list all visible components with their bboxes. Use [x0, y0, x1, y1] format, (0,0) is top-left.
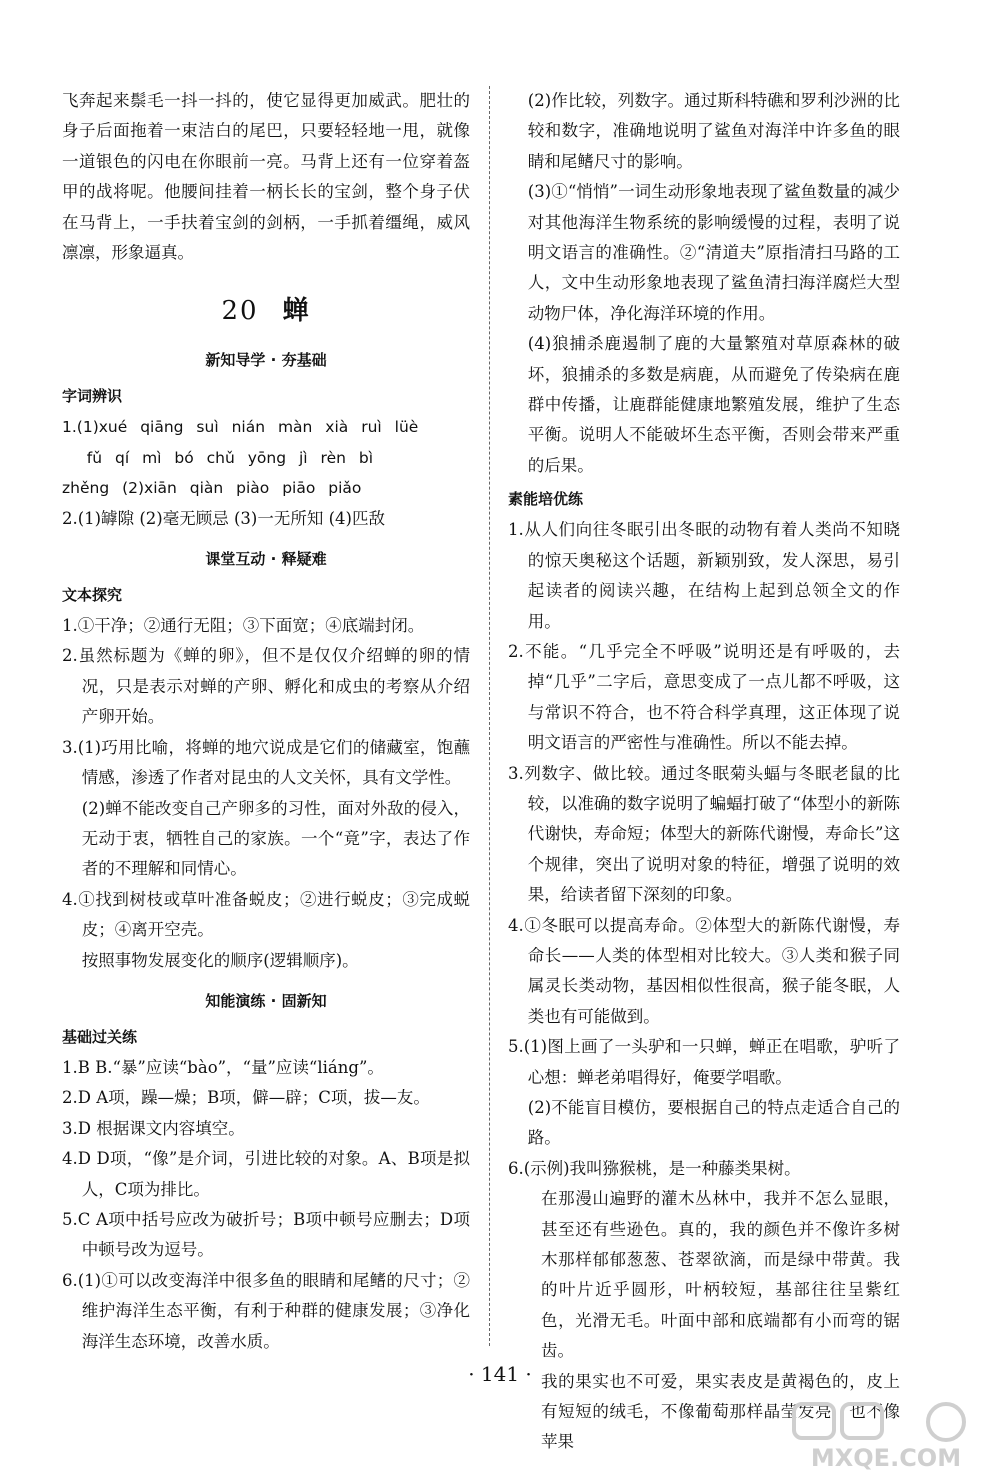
advanced-answer-5a: 5.(1)图上画了一头驴和一只蝉，蝉正在唱歌，驴听了心想：蝉老弟唱得好，俺要学唱歌。: [508, 1037, 900, 1087]
inquiry-answer-3b: (2)蝉不能改变自己产卵多的习性，面对外敌的侵入，无动于衷，牺牲自己的家族。一个“竟”字，表达了作者的不理解和同情心。: [81, 798, 470, 879]
vocab-answer-2: 2.(1)罅隙 (2)毫无顾忌 (3)一无所知 (4)匹敌: [62, 508, 385, 528]
advanced-answer-2: 2.不能。“几乎完全不呼吸”说明还是有呼吸的，去掉“几乎”二字后，意思变成了一点儿都不呼吸，这与常识不符合，也不符合科学真理，这正体现了说明文语言的严密性与准确性。所以不能去掉。: [508, 641, 900, 753]
pinyin-line-2: fǔ qí mì bó chǔ yōng jì rèn bì: [86, 448, 374, 467]
sample-essay-para-2: 我的果实也不可爱，果实表皮是黄褐色的，皮上有短短的绒毛，不像葡萄那样晶莹发亮，也不像苹果: [541, 1371, 900, 1452]
inquiry-answer-2: 2.虽然标题为《蝉的卵》，但不是仅仅介绍蝉的卵的情况，只是表示对蝉的产卵、孵化和成虫的考察从介绍产卵开始。: [62, 646, 470, 727]
inquiry-answer-3a: 3.(1)巧用比喻，将蝉的地穴说成是它们的储藏室，饱蘸情感，渗透了作者对昆虫的人文关怀，具有文学性。: [62, 737, 470, 788]
subheading-advanced: 素能培优练: [508, 490, 584, 509]
basic-answer-4: 4.D D项，“像”是介词，引进比较的对象。A、B项是拟人，C项为排比。: [62, 1149, 470, 1199]
answer-6-2: (2)作比较，列数字。通过斯科特礁和罗利沙洲的比较和数字，准确地说明了鲨鱼对海洋中许多鱼的眼睛和尾鳍尺寸的影响。: [527, 91, 900, 171]
basic-answer-2: 2.D A项，躁—燥；B项，僻—辟；C项，拔—友。: [62, 1088, 430, 1108]
page-number: · 141 ·: [468, 1362, 532, 1386]
basic-answer-6: 6.(1)①可以改变海洋中很多鱼的眼睛和尾鳍的尺寸；②维护海洋生态平衡，有利于种群的健康发展；③净化海洋生态环境，改善水质。: [62, 1270, 470, 1351]
inquiry-answer-1: 1.①干净；②通行无阻；③下面宽；④底端封闭。: [62, 616, 425, 636]
basic-answer-1: 1.B B.“暴”应读“bào”，“量”应读“liáng”。: [62, 1057, 384, 1077]
lesson-number: 20: [221, 296, 259, 327]
basic-answer-5: 5.C A项中括号应改为破折号；B项中顿号应删去；D项中顿号改为逗号。: [62, 1209, 470, 1260]
advanced-answer-4: 4.①冬眠可以提高寿命。②体型大的新陈代谢慢，寿命长——人类的体型相对比较大。③人类和猴子同属灵长类动物，基因相似性很高，猴子能冬眠，人类也有可能做到。: [508, 915, 900, 1026]
answer-stamp-logo-icon: [786, 1400, 986, 1474]
inquiry-answer-4a: 4.①找到树枝或草叶准备蜕皮；②进行蜕皮；③完成蜕皮；④离开空壳。: [62, 889, 470, 940]
left-column: [62, 86, 470, 1357]
pinyin-line-1: 1.(1)xué qiāng suì nián màn xià ruì lüè: [62, 418, 419, 437]
right-column: [508, 86, 900, 1458]
pinyin-line-3: zhěng (2)xiān qiàn piào piāo piǎo: [62, 479, 362, 498]
answer-6-3: (3)①“悄悄”一词生动形象地表现了鲨鱼数量的减少对其他海洋生物系统的影响缓慢的过程，表明了说明文语言的准确性。②“清道夫”原指清扫马路的工人，文中生动形象地表现了鲨鱼清扫海洋腐烂大型动物尸体，净化海洋环境的作用。: [527, 182, 900, 323]
watermark-text: MXQE.COM: [810, 1444, 962, 1472]
sample-essay-para-1: 在那漫山遍野的灌木丛林中，我并不怎么显眼，甚至还有些逊色。真的，我的颜色并不像许多树木那样郁郁葱葱、苍翠欲滴，而是绿中带黄。我的叶片近乎圆形，叶柄较短，基部往往呈紫红色，光滑无毛。叶面中部和底端都有小而弯的锯齿。: [541, 1189, 900, 1361]
section-heading-3: 知能演练 · 固新知: [205, 991, 327, 1010]
subheading-basic: 基础过关练: [62, 1027, 138, 1046]
lesson-title: [62, 290, 470, 327]
advanced-answer-6: 6.(示例)我叫猕猴桃，是一种藤类果树。: [508, 1158, 801, 1178]
subheading-vocab: 字词辨识: [62, 387, 123, 406]
advanced-answer-3: 3.列数字、做比较。通过冬眠菊头蝠与冬眠老鼠的比较，以准确的数字说明了蝙蝠打破了“体型小的新陈代谢快，寿命短；体型大的新陈代谢慢，寿命长”这个规律，突出了说明对象的特征，增强了说明的效果，给读者留下深刻的印象。: [508, 763, 900, 905]
advanced-answer-5b: (2)不能盲目模仿，要根据自己的特点走适合自己的路。: [527, 1098, 900, 1148]
inquiry-answer-4b: 按照事物发展变化的顺序(逻辑顺序)。: [81, 950, 359, 970]
continued-text: 飞奔起来鬃毛一抖一抖的，使它显得更加威武。肥壮的身子后面拖着一束洁白的尾巴，只要轻轻地一甩，就像一道银色的闪电在你眼前一亮。马背上还有一位穿着盔甲的战将呢。他腰间挂着一柄长长的宝剑，整个身子伏在马背上，一手扶着宝剑的剑柄，一手抓着缰绳，威风凛凛，形象逼真。: [62, 91, 470, 263]
advanced-answer-1: 1.从人们向往冬眠引出冬眠的动物有着人类尚不知晓的惊天奥秘这个话题，新颖别致，发人深思，易引起读者的阅读兴趣，在结构上起到总领全文的作用。: [508, 520, 900, 631]
subheading-text-inquiry: 文本探究: [62, 586, 123, 605]
basic-answer-3: 3.D 根据课文内容填空。: [62, 1118, 245, 1138]
answer-6-4: (4)狼捕杀鹿遏制了鹿的大量繁殖对草原森林的破坏，狼捕杀的多数是病鹿，从而避免了传染病在鹿群中传播，让鹿群能健康地繁殖发展，维护了生态平衡。说明人不能破坏生态平衡，否则会带来严重的后果。: [527, 334, 900, 475]
column-divider: [489, 86, 490, 1346]
watermark: [786, 1400, 986, 1474]
lesson-name: 蝉: [282, 296, 311, 327]
section-heading-2: 课堂互动 · 释疑难: [205, 550, 327, 569]
section-heading-1: 新知导学 · 夯基础: [205, 351, 327, 370]
